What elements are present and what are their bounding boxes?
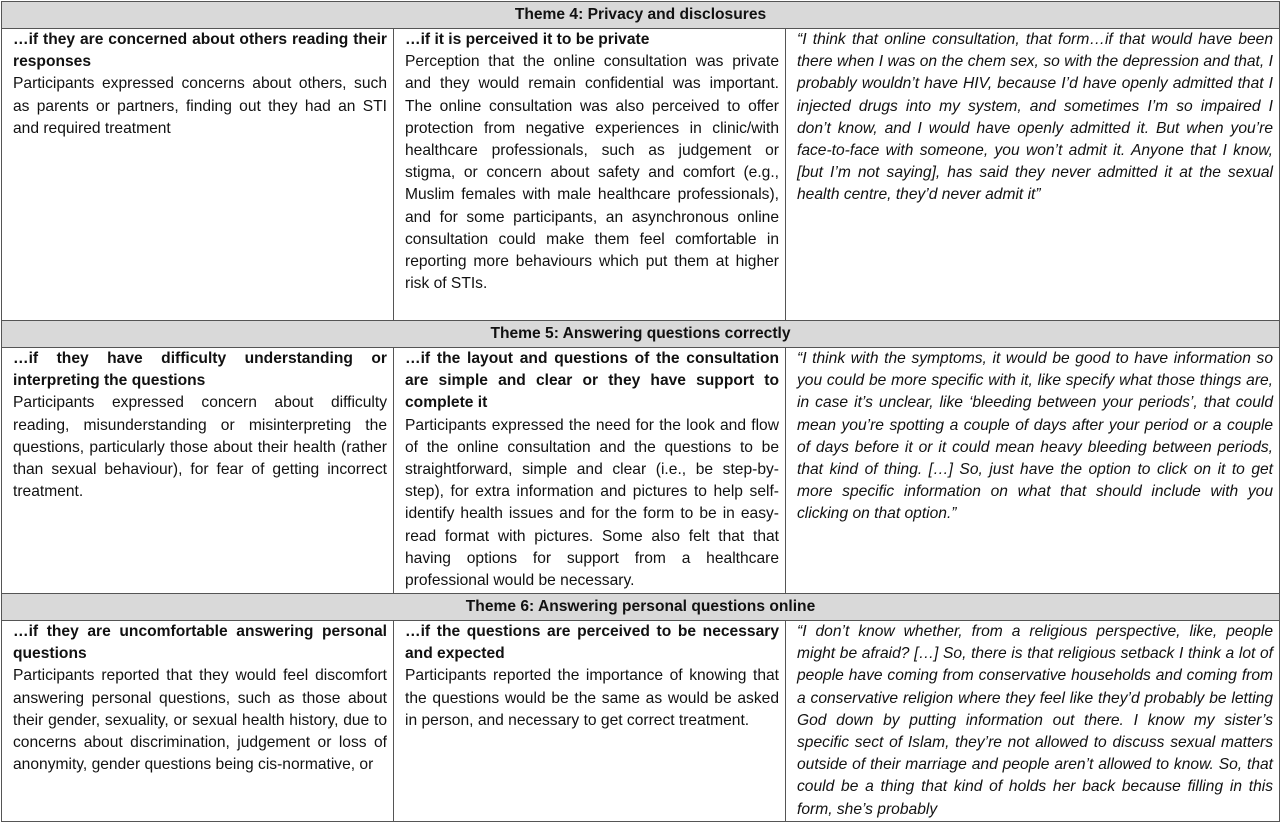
themes-table — [1, 1, 1280, 822]
theme-title: Theme 4: Privacy and disclosures — [2, 2, 1280, 29]
theme-content-row — [2, 348, 1280, 594]
barrier-heading: …if they have difficulty understanding or interpreting the questions — [13, 350, 387, 390]
facilitator-text: Participants reported the importance of knowing that the questions would be the same as would be asked in person, and necessary to get correct treatment. — [405, 667, 779, 729]
theme-content-row — [2, 621, 1280, 822]
barrier-text: Participants expressed concern about difficulty reading, misunderstanding or misinterpreting the questions, particularly those about their health (rather than sexual behaviour), for fear of getting incorrect treatment. — [13, 394, 387, 501]
facilitator-cell — [394, 348, 786, 594]
theme-header-row — [2, 594, 1280, 621]
barrier-heading: …if they are uncomfortable answering personal questions — [13, 623, 387, 663]
facilitator-heading: …if the layout and questions of the consultation are simple and clear or they have support to complete it — [405, 350, 779, 412]
theme-title: Theme 5: Answering questions correctly — [2, 321, 1280, 348]
theme-title: Theme 6: Answering personal questions online — [2, 594, 1280, 621]
barrier-text: Participants reported that they would feel discomfort answering personal questions, such as those about their gender, sexuality, or sexual health history, due to concerns about discrimination, judgement or loss of anonymity, gender questions being cis-normative, or — [13, 667, 387, 774]
facilitator-cell — [394, 621, 786, 822]
participant-quote: “I think with the symptoms, it would be good to have information so you could be more specific with it, like specify what those things are, in case it’s unclear, like ‘bleeding between your periods’, that could mean you’re spotting a couple of days after your period or a couple of days before it or it could mean heavy bleeding between periods, that kind of thing. […] So, just have the option to click on it to get more specific information on what that should include with you clicking on that option.” — [797, 350, 1274, 523]
facilitator-cell — [394, 29, 786, 321]
barrier-cell — [2, 348, 394, 594]
participant-quote: “I think that online consultation, that form…if that would have been there when I was on the chem sex, so with the depression and that, I probably wouldn’t have HIV, because I’d have openly admitted that I injected drugs into my system, and sometimes I’m so impaired I don’t know, and I would have openly admitted it. But when you’re face-to-face with someone, you won’t admit it. Anyone that I know, [but I’m not saying], has said they never admitted it at the sexual health centre, they’d never admit it” — [797, 31, 1274, 204]
barrier-text: Participants expressed concerns about others, such as parents or partners, finding out they had an STI and required treatment — [13, 75, 387, 137]
quote-cell — [786, 29, 1280, 321]
theme-header-row — [2, 2, 1280, 29]
facilitator-text: Perception that the online consultation was private and they would remain confidential was important. The online consultation was also perceived to offer protection from negative experiences in clinic/with healthcare professionals, such as judgement or stigma, or concern about safety and comfort (e.g., Muslim females with male healthcare professionals), and for some participants, an asynchronous online consultation could make them feel comfortable in reporting more behaviours which put them at higher risk of STIs. — [405, 53, 779, 293]
quote-cell — [786, 621, 1280, 822]
theme-content-row — [2, 29, 1280, 321]
facilitator-heading: …if the questions are perceived to be necessary and expected — [405, 623, 779, 663]
facilitator-heading: …if it is perceived it to be private — [405, 31, 650, 48]
facilitator-text: Participants expressed the need for the look and flow of the online consultation and the questions to be straightforward, simple and clear (i.e., be step-by-step), for extra information and pictures to help self-identify health issues and for the form to be in easy-read format with pictures. Some also felt that that having options for support from a healthcare professional would be necessary. — [405, 416, 779, 590]
barrier-cell — [2, 621, 394, 822]
barrier-heading: …if they are concerned about others reading their responses — [13, 31, 387, 71]
participant-quote: “I don’t know whether, from a religious perspective, like, people might be afraid? […] So, there is that religious setback I think a lot of people have coming from conservative households and coming from a conservative religion where they feel like they’d probably be letting God down by putting information out there. I know my sister’s specific sect of Islam, they’re not allowed to discuss sexual matters outside of their marriage and people aren’t allowed to know. So, that could be a thing that kind of holds her back because filling in this form, she’s probably — [797, 623, 1274, 818]
theme-header-row — [2, 321, 1280, 348]
quote-cell — [786, 348, 1280, 594]
barrier-cell — [2, 29, 394, 321]
